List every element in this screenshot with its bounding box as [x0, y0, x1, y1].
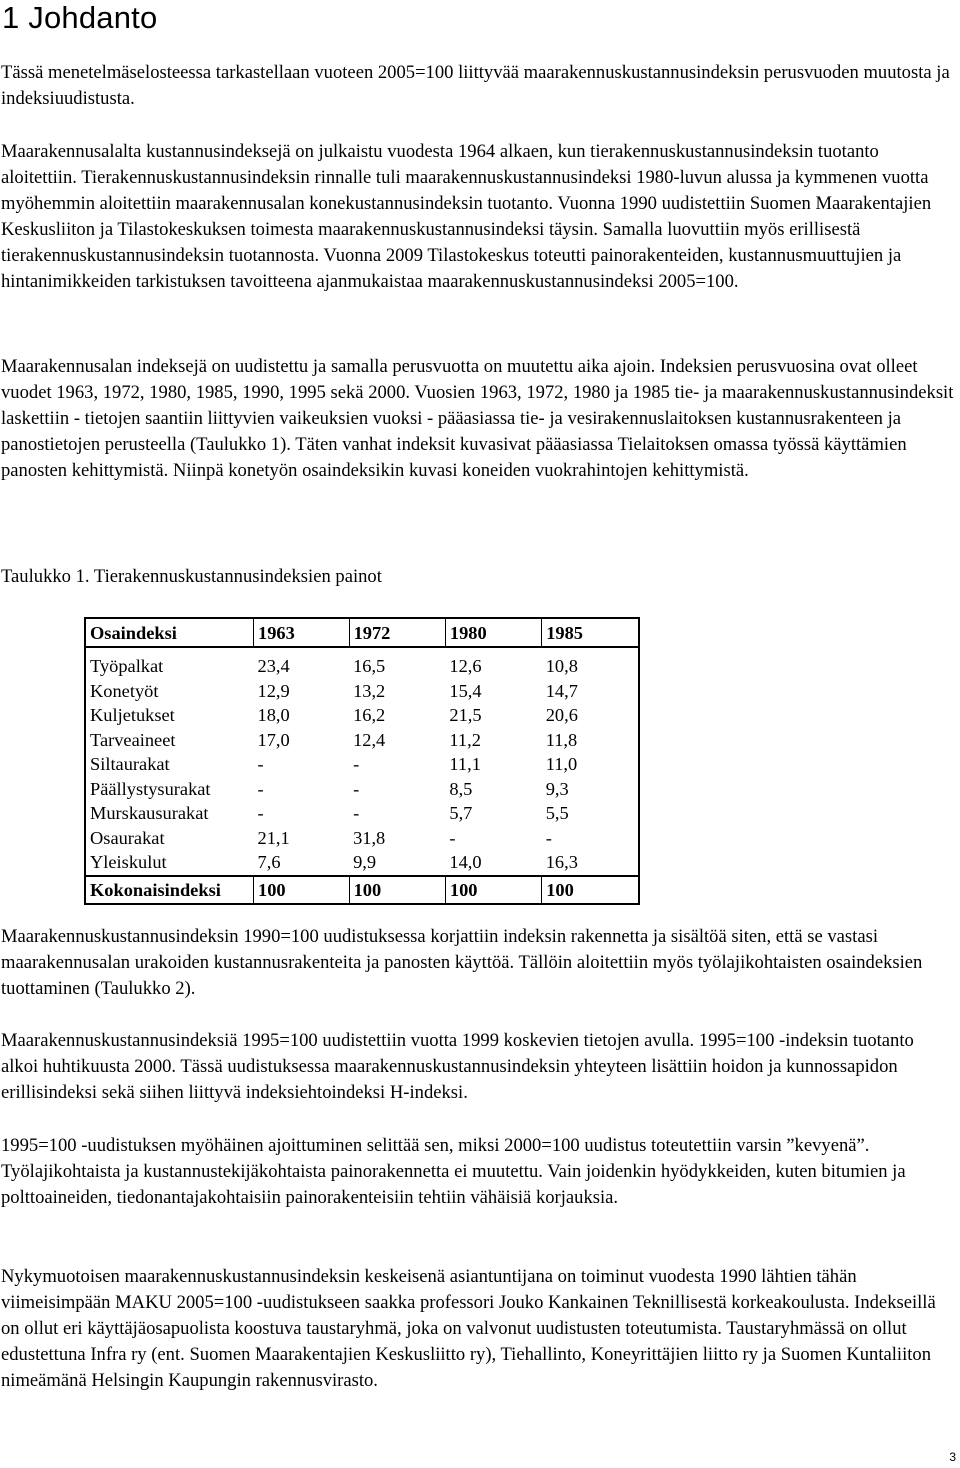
table-cell: 9,3: [545, 778, 569, 799]
table-header-cell: 1985: [542, 618, 639, 647]
table-row: [85, 826, 639, 851]
table-cell: 23,4: [257, 656, 290, 677]
paragraph-intro: Tässä menetelmäselosteessa tarkastellaan vuoteen 2005=100 liittyvää maarakennuskustannusindeksin perusvuoden muutosta ja indeksiuudistusta.: [1, 62, 950, 109]
table-cell: -: [257, 803, 264, 824]
page-number: 3: [949, 1450, 956, 1464]
table-cell: Murskausurakat: [90, 803, 209, 824]
table-cell: 5,5: [545, 803, 569, 824]
table-total-cell: 100: [445, 876, 541, 904]
table-cell: 21,1: [257, 827, 290, 848]
table-cell: Päällystysurakat: [90, 778, 211, 799]
table-cell: 20,6: [545, 705, 578, 726]
table-cell: 16,3: [545, 852, 578, 873]
table-total-cell: 100: [542, 876, 639, 904]
table-row: [85, 850, 639, 876]
table-total-cell: 100: [254, 876, 350, 904]
table-cell: 11,8: [545, 729, 578, 750]
table-caption: Taulukko 1. Tierakennuskustannusindeksien painot: [1, 566, 382, 587]
table-cell: Yleiskulut: [90, 852, 167, 873]
table-cell: 15,4: [449, 680, 482, 701]
table-cell: 14,7: [545, 680, 578, 701]
table-cell: 21,5: [449, 705, 482, 726]
table-cell: 18,0: [257, 705, 290, 726]
table-cell: Työpalkat: [90, 656, 164, 677]
section-heading: 1 Johdanto: [2, 0, 158, 35]
table-cell: 11,0: [545, 754, 578, 775]
table-cell: Siltaurakat: [90, 754, 170, 775]
table-total-cell: Kokonaisindeksi: [85, 876, 254, 904]
table-cell: -: [353, 778, 360, 799]
table-cell: 12,6: [449, 656, 482, 677]
table-cell: 14,0: [449, 852, 482, 873]
table-row: [85, 752, 639, 777]
table-cell: 11,2: [449, 729, 481, 750]
paragraph-base-years: Maarakennusalan indeksejä on uudistettu ja samalla perusvuotta on muutettu aika ajoin. Indeksien perusvuosina ovat olleet vuodet 1963, 1972, 1980, 1985, 1990, 1995 sekä 2000. Vuosien 1963, 1972, 1980 ja 1985 tie- ja maarakennuskustannusindeksit laskettiin - tietojen saantiin liittyvien vaikeuksien vuoksi - pääasiassa tie- ja vesirakennuslaitoksen kustannusrakenteen ja panostietojen perusteella (Taulukko 1). Täten vanhat indeksit kuvasivat pääasiassa Tielaitoksen omassa työssä käyttämien panosten kehittymistä. Niinpä konetyön osaindeksikin kuvasi koneiden vuokrahintojen kehittymistä.: [1, 356, 954, 481]
table-cell: Konetyöt: [90, 680, 159, 701]
table-cell: Tarveaineet: [90, 729, 176, 750]
table-total-row: [85, 876, 639, 904]
paragraph-experts: Nykymuotoisen maarakennuskustannusindeksin keskeisenä asiantuntijana on toiminut vuodesta 1990 lähtien tähän viimeisimpään MAKU 2005=100 -uudistukseen saakka professori Jouko Kankainen Teknillisestä korkeakoulusta. Indekseillä on ollut eri käyttäjäosapuolista koostuva taustaryhmä, joka on valvonut uudistusten toteutumista. Taustaryhmässä on ollut edustettuna Infra ry (ent. Suomen Maarakentajien Keskusliitto ry), Tiehallinto, Koneyrittäjien liitto ry ja Suomen Kuntaliiton nimeämänä Helsingin Kaupungin rakennusvirasto.: [1, 1266, 936, 1391]
table-header-cell: 1963: [254, 618, 350, 647]
table-cell: -: [449, 827, 456, 848]
table-cell: Osaurakat: [90, 827, 165, 848]
table-row: [85, 654, 639, 679]
paragraph-1990-reform: Maarakennuskustannusindeksin 1990=100 uudistuksessa korjattiin indeksin rakennetta ja sisältöä siten, että se vastasi maarakennusalan urakoiden kustannusrakenteita ja panosten käyttöä. Tällöin aloitettiin myös työlajikohtaisten osaindeksien tuottaminen (Taulukko 2).: [1, 926, 923, 999]
table-row: [85, 703, 639, 728]
table-cell: Kuljetukset: [90, 705, 175, 726]
table-header-cell: 1980: [445, 618, 541, 647]
table-row: [85, 777, 639, 802]
table-header-cell: Osaindeksi: [85, 618, 254, 647]
table-cell: 7,6: [257, 852, 281, 873]
table-cell: 12,9: [257, 680, 290, 701]
table-row: [85, 679, 639, 704]
table-cell: -: [257, 754, 264, 775]
table-header-row: [85, 618, 639, 647]
weights-table: [84, 617, 640, 905]
table-cell: 16,5: [353, 656, 386, 677]
table-cell: 16,2: [353, 705, 386, 726]
paragraph-history: Maarakennusalalta kustannusindeksejä on julkaistu vuodesta 1964 alkaen, kun tierakennuskustannusindeksin tuotanto aloitettiin. Tierakennuskustannusindeksin rinnalle tuli maarakennuskustannusindeksi 1980-luvun alussa ja kymmenen vuotta myöhemmin aloitettiin maarakennusalan konekustannusindeksin tuotanto. Vuonna 1990 uudistettiin Suomen Maarakentajien Keskusliiton ja Tilastokeskuksen toimesta maarakennuskustannusindeksi täysin. Samalla luovuttiin myös erillisestä tierakennuskustannusindeksin tuotannosta. Vuonna 2009 Tilastokeskus toteutti painorakenteiden, kustannusmuuttujien ja hintanimikkeiden tarkistuksen tavoitteena ajanmukaistaa maarakennuskustannusindeksi 2005=100.: [1, 141, 932, 292]
table-row: [85, 728, 639, 753]
table-cell: -: [545, 827, 552, 848]
paragraph-2000-reform: 1995=100 -uudistuksen myöhäinen ajoittuminen selittää sen, miksi 2000=100 uudistus toteutettiin varsin ”kevyenä”. Työlajikohtaista ja kustannustekijäkohtaista painorakennetta ei muutettu. Vain joidenkin hyödykkeiden, kuten bitumien ja polttoaineiden, tiedonantajakohtaisiin painorakenteisiin tehtiin vähäisiä korjauksia.: [1, 1135, 906, 1208]
table-cell: 9,9: [353, 852, 377, 873]
table-cell: 13,2: [353, 680, 386, 701]
table-cell: -: [257, 778, 264, 799]
table-cell: 5,7: [449, 803, 473, 824]
table-cell: 11,1: [449, 754, 481, 775]
table-cell: 12,4: [353, 729, 386, 750]
table-cell: 31,8: [353, 827, 386, 848]
table-cell: 8,5: [449, 778, 473, 799]
table-cell: 10,8: [545, 656, 578, 677]
paragraph-1995-reform: Maarakennuskustannusindeksiä 1995=100 uudistettiin vuotta 1999 koskevien tietojen avulla. 1995=100 -indeksin tuotanto alkoi huhtikuusta 2000. Tässä uudistuksessa maarakennuskustannusindeksin yhteyteen lisättiin hoidon ja kunnossapidon erillisindeksi sekä siihen liittyvä indeksiehtoindeksi H-indeksi.: [1, 1030, 914, 1103]
table-cell: -: [353, 803, 360, 824]
table-row: [85, 801, 639, 826]
table-cell: -: [353, 754, 360, 775]
table-total-cell: 100: [349, 876, 445, 904]
table-cell: 17,0: [257, 729, 290, 750]
table-spacer: [85, 647, 639, 654]
table-header-cell: 1972: [349, 618, 445, 647]
